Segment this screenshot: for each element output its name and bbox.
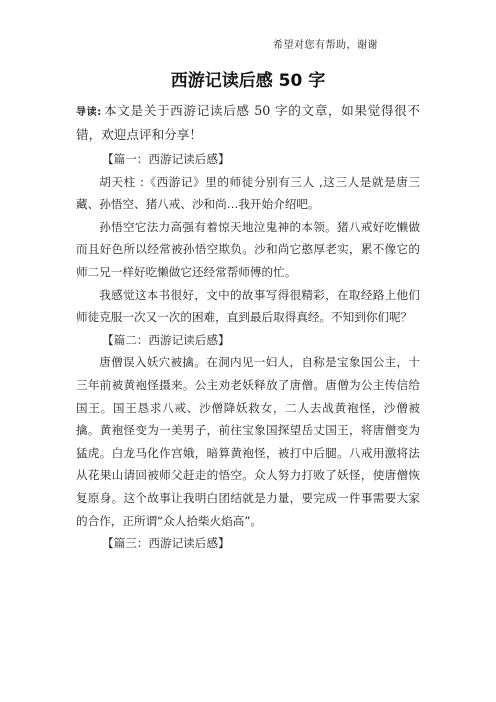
intro-text: 本文是关于西游记读后感 50 字的文章，如果觉得很不错，欢迎点评和分享！ xyxy=(76,103,420,142)
paragraph: 唐僧误入妖穴被擒。在洞内见一妇人，自称是宝象国公主，十三年前被黄袍怪摄来。公主劝老妖释放了唐僧。唐僧为公主传信给国王。国王恳求八戒、沙僧降妖救女，二人去战黄袍怪，沙僧被擒。黄袍怪变为一美男子，前往宝象国探望岳丈国王，将唐僧变为猛虎。白龙马化作宫娥，暗算黄袍怪，被打中后腿。八戒用激将法从花果山请回被师父赶走的悟空。众人努力打败了妖怪，使唐僧恢复原身。这个故事让我明白团结就是力量，要完成一件事需要大家的合作，正所谓“众人拾柴火焰高”。 xyxy=(76,355,420,528)
intro-paragraph xyxy=(76,100,420,146)
intro-lead: 导读: xyxy=(76,107,102,118)
header-note: 希望对您有帮助，谢谢 xyxy=(273,40,378,51)
paragraph: 孙悟空它法力高强有着惊天地泣鬼神的本领。猪八戒好吃懒做而且好色所以经常被孙悟空欺负。沙和尚它憨厚老实，累不像它的师二兄一样好吃懒做它还经常帮师傅的忙。 xyxy=(76,219,420,279)
paragraph: 胡天柱 :《西游记》里的师徒分别有三人 ,这三人是就是唐三藏、孙悟空、猪八戒、沙和尚…我开始介绍吧。 xyxy=(76,174,420,212)
paragraph: 我感觉这本书很好，文中的故事写得很精彩，在取经路上他们师徒克服一次又一次的困难，直到最后取得真经。不知到你们呢？ xyxy=(76,287,420,325)
document-body xyxy=(76,100,420,555)
section-heading-2: 【篇二：西游记读后感】 xyxy=(102,332,230,347)
section-heading-3: 【篇三：西游记读后感】 xyxy=(102,536,230,551)
section-heading-1: 【篇一：西游记读后感】 xyxy=(102,152,230,166)
page-title: 西游记读后感 50 字 xyxy=(170,71,326,91)
